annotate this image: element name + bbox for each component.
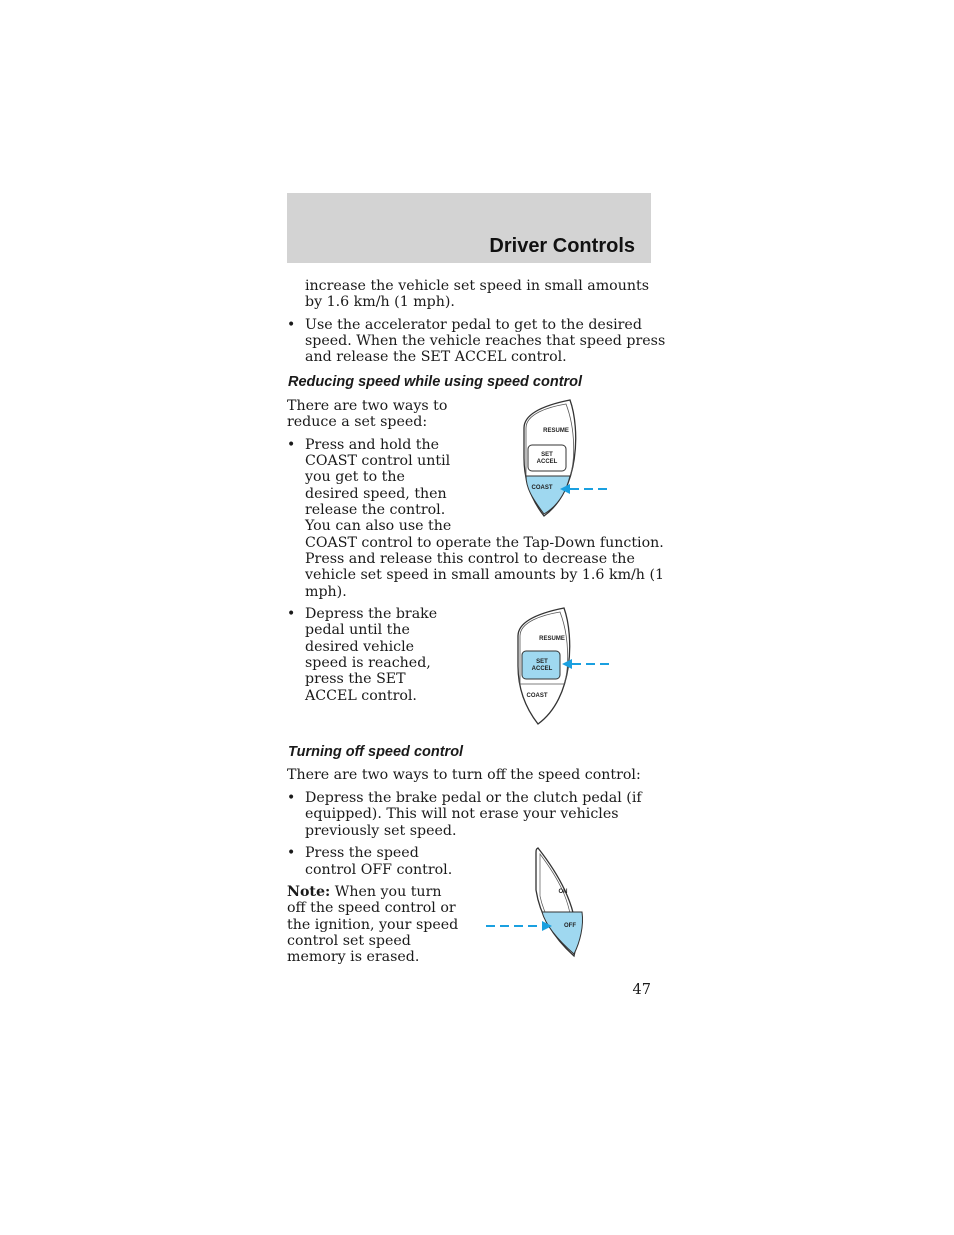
off-bullet-line: Depress the brake pedal or the clutch pedal (if	[305, 790, 642, 806]
reducing-intro-line-2: reduce a set speed:	[287, 414, 428, 430]
bullet-icon: •	[287, 317, 296, 333]
header-band	[287, 193, 651, 263]
brake-text-line: ACCEL control.	[305, 688, 417, 704]
bullet-icon: •	[287, 790, 296, 806]
brake-text-line: speed is reached,	[305, 655, 431, 671]
resume-label: RESUME	[539, 636, 565, 642]
note-line: memory is erased.	[287, 949, 420, 965]
note-label: Note:	[287, 884, 331, 900]
coast-label: COAST	[526, 693, 548, 699]
page-number: 47	[632, 982, 651, 998]
set-label: SET	[536, 659, 548, 665]
coast-text-line: COAST control to operate the Tap-Down function.	[305, 535, 664, 551]
intro-line-2: by 1.6 km/h (1 mph).	[305, 294, 455, 310]
coast-label: COAST	[531, 485, 553, 491]
note-text: When you turn	[330, 884, 442, 900]
accel-label: ACCEL	[536, 459, 558, 465]
note-line: off the speed control or	[287, 900, 456, 916]
off-button-highlight	[542, 912, 583, 954]
coast-text-line: vehicle set speed in small amounts by 1.6 km/h (1	[305, 567, 665, 583]
bullet-icon: •	[287, 606, 296, 622]
coast-text-line: release the control.	[305, 502, 446, 518]
brake-text-line: desired vehicle	[305, 639, 415, 655]
coast-text-line: Press and release this control to decrease the	[305, 551, 635, 567]
speed-control-diagram-set-accel	[514, 606, 624, 728]
off-bullet-line: previously set speed.	[305, 823, 457, 839]
intro-line-1: increase the vehicle set speed in small amounts	[305, 278, 649, 294]
speed-control-diagram-coast	[520, 398, 620, 520]
coast-text-line: Press and hold the	[305, 437, 440, 453]
intro-bullet-line-2: speed. When the vehicle reaches that speed press	[305, 333, 666, 349]
note-line-1	[287, 884, 442, 901]
on-label: ON	[558, 889, 568, 895]
brake-text-line: pedal until the	[305, 622, 410, 638]
brake-text-line: press the SET	[305, 671, 406, 687]
coast-text-line: you get to the	[305, 469, 405, 485]
turning-off-heading: Turning off speed control	[288, 744, 464, 760]
bullet-icon: •	[287, 845, 296, 861]
brake-text-line: Depress the brake	[305, 606, 438, 622]
off-bullet2-line: Press the speed	[305, 845, 419, 861]
coast-button-highlight	[526, 476, 570, 514]
reducing-heading: Reducing speed while using speed control	[288, 374, 583, 390]
page-title: Driver Controls	[489, 235, 635, 257]
off-label: OFF	[564, 923, 576, 929]
turning-off-intro: There are two ways to turn off the speed control:	[287, 767, 641, 783]
bullet-icon: •	[287, 437, 296, 453]
set-label: SET	[541, 452, 553, 458]
coast-text-line: mph).	[305, 584, 347, 600]
off-bullet-line: equipped). This will not erase your vehicles	[305, 806, 619, 822]
reducing-intro-line-1: There are two ways to	[287, 398, 448, 414]
off-bullet2-line: control OFF control.	[305, 862, 453, 878]
accel-label: ACCEL	[531, 666, 553, 672]
set-accel-button-highlight	[522, 651, 560, 679]
coast-text-line: COAST control until	[305, 453, 451, 469]
intro-bullet-line-3: and release the SET ACCEL control.	[305, 349, 567, 365]
note-line: the ignition, your speed	[287, 917, 459, 933]
speed-control-diagram-off	[484, 846, 594, 962]
note-line: control set speed	[287, 933, 411, 949]
resume-label: RESUME	[543, 428, 569, 434]
coast-text-line: desired speed, then	[305, 486, 447, 502]
coast-text-line: You can also use the	[305, 518, 452, 534]
intro-bullet-line-1: Use the accelerator pedal to get to the desired	[305, 317, 642, 333]
